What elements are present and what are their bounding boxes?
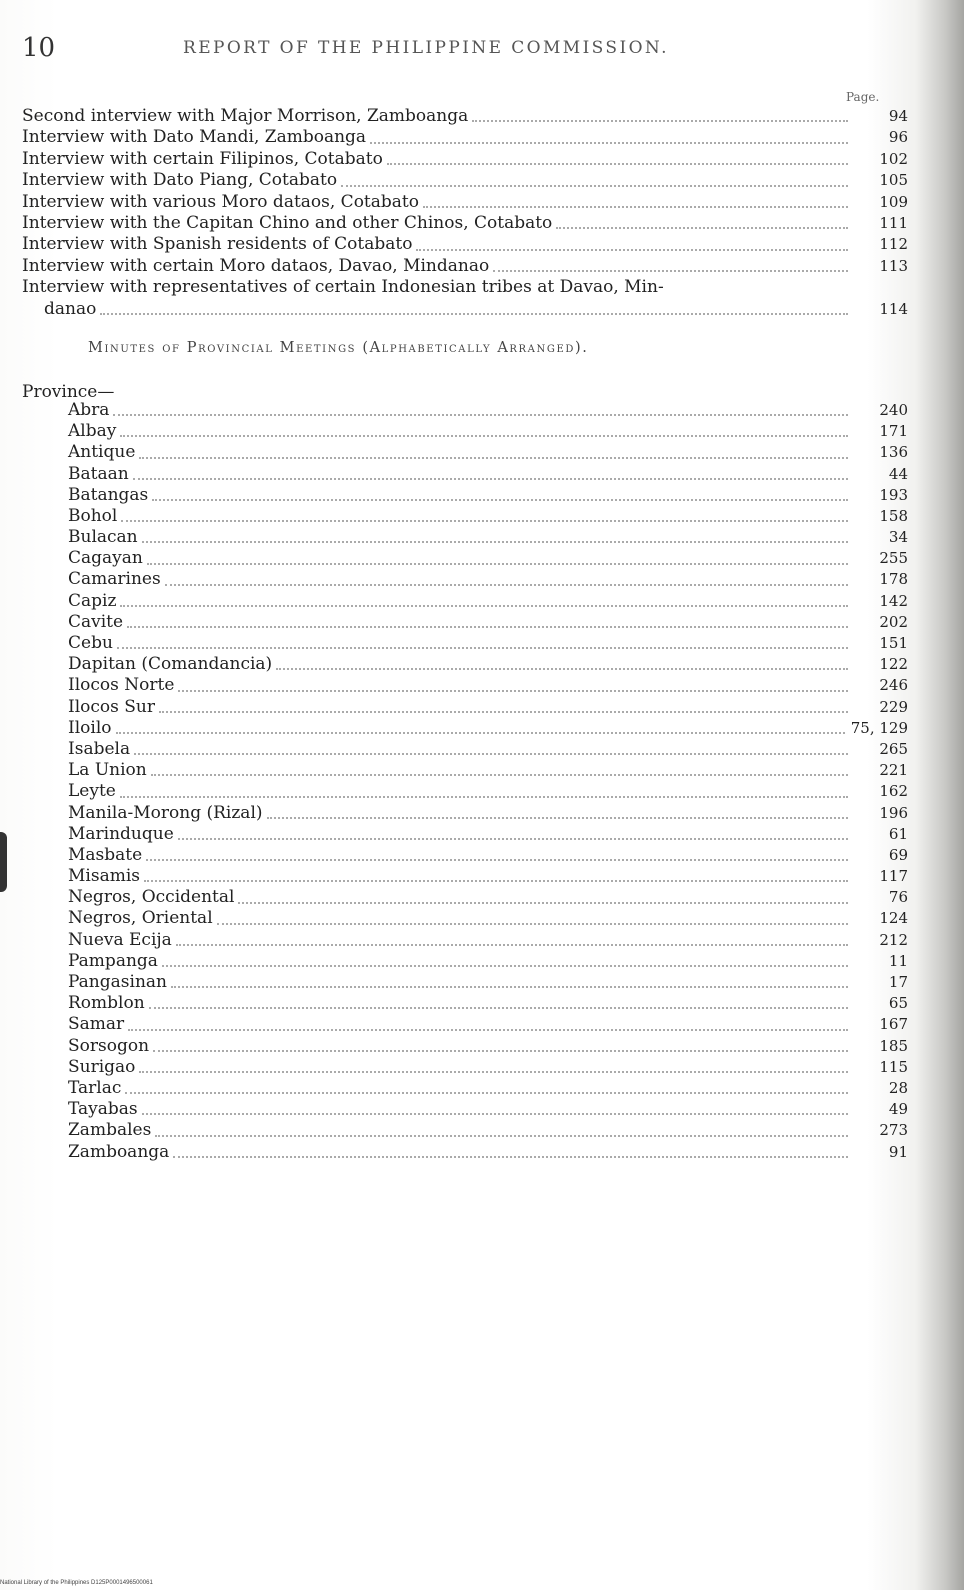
toc-entry-text: Leyte — [68, 781, 116, 802]
toc-entry-page: 117 — [879, 867, 908, 886]
dot-leader — [276, 668, 848, 670]
dot-leader — [117, 647, 848, 649]
toc-entry — [68, 527, 908, 548]
toc-entry-text-line2: danao — [44, 298, 97, 319]
toc-entry-text: Romblon — [68, 993, 145, 1014]
toc-entry-text: Pampanga — [68, 950, 158, 971]
toc-entry — [68, 633, 908, 654]
toc-entry — [22, 149, 908, 170]
scan-footer: National Library of the Philippines D125P0001496500061 — [0, 1580, 153, 1586]
toc-entry-text: Interview with certain Filipinos, Cotabato — [22, 148, 383, 169]
toc-entry — [68, 1057, 908, 1078]
province-list — [68, 400, 908, 1163]
toc-entry — [22, 192, 908, 213]
toc-entry-text: Bataan — [68, 463, 129, 484]
toc-entry-page: 28 — [888, 1078, 908, 1097]
toc-entry-text: La Union — [68, 760, 147, 781]
dot-leader — [217, 923, 848, 925]
toc-entry-text: Bulacan — [68, 527, 138, 548]
toc-entry-page: 178 — [879, 570, 908, 589]
toc-entry-page: 162 — [879, 782, 908, 801]
dot-leader — [155, 1135, 848, 1137]
toc-entry-page: 69 — [888, 845, 908, 864]
toc-entry-text: Manila-Morong (Rizal) — [68, 802, 263, 823]
toc-entry-text: Dapitan (Comandancia) — [68, 654, 273, 675]
toc-entry — [68, 570, 908, 591]
dot-leader — [139, 1071, 848, 1073]
toc-entry — [68, 951, 908, 972]
toc-entry-page: 124 — [879, 909, 908, 928]
toc-entry-text: Interview with Dato Piang, Cotabato — [22, 170, 338, 191]
dot-leader — [387, 163, 848, 165]
toc-entry-page: 61 — [888, 824, 908, 843]
dot-leader — [146, 859, 848, 861]
toc-entry — [68, 675, 908, 696]
toc-entry — [68, 442, 908, 463]
toc-entry — [68, 1078, 908, 1099]
toc-entry-page: 109 — [879, 192, 908, 211]
toc-entry-text: Pangasinan — [68, 972, 167, 993]
scan-edge-mark — [0, 832, 7, 892]
toc-entry-page: 65 — [888, 994, 908, 1013]
dot-leader — [144, 880, 848, 882]
page-column-label: Page. — [846, 90, 880, 104]
toc-entry-page: 112 — [879, 235, 908, 254]
toc-entry-page: 111 — [879, 213, 908, 232]
dot-leader — [147, 563, 848, 565]
toc-entry-page: 196 — [879, 803, 908, 822]
dot-leader — [176, 944, 848, 946]
toc-entry-page: 49 — [888, 1100, 908, 1119]
toc-entry-page: 158 — [879, 506, 908, 525]
dot-leader — [116, 732, 845, 734]
toc-entry — [22, 170, 908, 191]
province-label: Province— — [22, 382, 115, 402]
toc-entry — [68, 909, 908, 930]
toc-entry-page: 212 — [879, 930, 908, 949]
dot-leader — [152, 499, 848, 501]
toc-entry — [68, 1036, 908, 1057]
toc-entry — [68, 803, 908, 824]
toc-entry — [68, 591, 908, 612]
toc-entry — [68, 781, 908, 802]
toc-entry-text: Interview with Dato Mandi, Zamboanga — [22, 127, 367, 148]
running-head: REPORT OF THE PHILIPPINE COMMISSION. — [183, 38, 669, 58]
toc-entry-page: 122 — [879, 655, 908, 674]
toc-entry-page: 115 — [879, 1057, 908, 1076]
toc-entry-text: Camarines — [68, 569, 161, 590]
dot-leader — [165, 584, 848, 586]
dot-leader — [133, 478, 848, 480]
toc-entry — [68, 887, 908, 908]
dot-leader — [171, 986, 848, 988]
toc-entry-page: 75, 129 — [850, 718, 908, 737]
dot-leader — [178, 838, 848, 840]
toc-entry-text: Interview with certain Moro dataos, Davao, Mindanao — [22, 255, 490, 276]
toc-entry-page: 193 — [879, 485, 908, 504]
toc-entry-text: Tarlac — [68, 1077, 122, 1098]
dot-leader — [162, 965, 848, 967]
toc-entry — [68, 506, 908, 527]
toc-entry-text: Batangas — [68, 484, 149, 505]
toc-entry-page: 202 — [879, 612, 908, 631]
toc-entry-text: Interview with the Capitan Chino and other Chinos, Cotabato — [22, 212, 553, 233]
dot-leader — [139, 457, 848, 459]
toc-entry — [68, 760, 908, 781]
dot-leader — [151, 774, 848, 776]
page-number: 10 — [22, 33, 56, 63]
toc-entry-wrapped — [22, 277, 908, 320]
toc-entry — [68, 400, 908, 421]
dot-leader — [128, 1029, 848, 1031]
dot-leader — [142, 1113, 848, 1115]
toc-entry — [22, 256, 908, 277]
toc-entry — [68, 972, 908, 993]
toc-entry-text: Zambales — [68, 1120, 152, 1141]
dot-leader — [472, 120, 848, 122]
toc-entry — [68, 718, 908, 739]
toc-entry-text: Cagayan — [68, 548, 143, 569]
toc-entry — [22, 127, 908, 148]
toc-entry-page: 96 — [888, 128, 908, 147]
toc-entry-page: 136 — [879, 443, 908, 462]
toc-entry-text: Cebu — [68, 633, 113, 654]
toc-entry-text-line1: Interview with representatives of certain Indonesian tribes at Davao, Min- — [22, 277, 664, 298]
toc-entry — [68, 739, 908, 760]
dot-leader — [120, 605, 848, 607]
toc-entry — [68, 1142, 908, 1163]
dot-leader — [423, 206, 848, 208]
toc-entry — [68, 1099, 908, 1120]
dot-leader — [341, 185, 848, 187]
toc-entry-page: 94 — [888, 106, 908, 125]
toc-entry-page: 34 — [888, 528, 908, 547]
toc-entry-page: 240 — [879, 400, 908, 419]
toc-entry — [68, 1014, 908, 1035]
toc-entry-page: 142 — [879, 591, 908, 610]
toc-entry — [68, 485, 908, 506]
toc-entry-page: 113 — [879, 256, 908, 275]
dot-leader — [127, 626, 848, 628]
toc-entry-page: 255 — [879, 549, 908, 568]
toc-entry — [68, 612, 908, 633]
toc-entry-text: Sorsogon — [68, 1035, 150, 1056]
dot-leader — [142, 541, 848, 543]
toc-entry-text: Antique — [68, 442, 136, 463]
toc-entry-text: Capiz — [68, 590, 117, 611]
dot-leader — [121, 520, 848, 522]
toc-entry-text: Abra — [68, 399, 110, 420]
toc-entry-text: Ilocos Sur — [68, 696, 155, 717]
dot-leader — [149, 1007, 848, 1009]
toc-entry-text: Cavite — [68, 611, 124, 632]
dot-leader — [134, 753, 848, 755]
toc-entry — [68, 464, 908, 485]
toc-entry — [68, 824, 908, 845]
interview-list — [22, 106, 908, 320]
toc-entry-text: Samar — [68, 1014, 125, 1035]
toc-entry-page: 171 — [879, 422, 908, 441]
toc-entry-page: 44 — [888, 464, 908, 483]
toc-entry-text: Tayabas — [68, 1099, 138, 1120]
dot-leader — [125, 1092, 848, 1094]
toc-entry — [68, 1120, 908, 1141]
toc-entry — [22, 234, 908, 255]
toc-entry-page: 11 — [888, 951, 908, 970]
dot-leader — [238, 902, 848, 904]
toc-entry-page: 273 — [879, 1121, 908, 1140]
toc-entry — [68, 930, 908, 951]
toc-entry-page: 102 — [879, 149, 908, 168]
toc-entry-page: 221 — [879, 761, 908, 780]
toc-entry — [68, 654, 908, 675]
section-heading: Minutes of Provincial Meetings (Alphabetically Arranged). — [88, 340, 589, 356]
dot-leader — [370, 142, 848, 144]
dot-leader — [267, 817, 848, 819]
toc-entry — [22, 106, 908, 127]
toc-entry-page: 167 — [879, 1015, 908, 1034]
toc-entry-page: 185 — [879, 1036, 908, 1055]
toc-entry — [68, 845, 908, 866]
toc-entry-text: Negros, Oriental — [68, 908, 213, 929]
dot-leader — [113, 414, 848, 416]
dot-leader — [173, 1156, 848, 1158]
toc-entry-page: 91 — [888, 1142, 908, 1161]
toc-entry — [68, 993, 908, 1014]
toc-entry-page: 229 — [879, 697, 908, 716]
toc-entry-page: 17 — [888, 973, 908, 992]
toc-entry-text: Second interview with Major Morrison, Zamboanga — [22, 105, 469, 126]
toc-entry-text: Iloilo — [68, 717, 112, 738]
dot-leader — [416, 249, 848, 251]
toc-entry-page: 151 — [879, 634, 908, 653]
toc-entry-text: Misamis — [68, 866, 140, 887]
toc-entry-text: Zamboanga — [68, 1141, 170, 1162]
toc-entry-page: 76 — [888, 888, 908, 907]
toc-entry-text: Interview with various Moro dataos, Cotabato — [22, 191, 419, 212]
toc-entry-text: Negros, Occidental — [68, 887, 235, 908]
toc-entry-page: 114 — [879, 299, 908, 318]
toc-entry-text: Albay — [68, 421, 117, 442]
dot-leader — [493, 270, 848, 272]
dot-leader — [556, 227, 848, 229]
toc-entry — [22, 213, 908, 234]
dot-leader — [178, 690, 848, 692]
toc-entry — [68, 697, 908, 718]
toc-entry-text: Marinduque — [68, 823, 174, 844]
toc-entry-text: Nueva Ecija — [68, 929, 172, 950]
toc-entry-text: Interview with Spanish residents of Cotabato — [22, 234, 413, 255]
toc-entry-page: 265 — [879, 739, 908, 758]
dot-leader — [153, 1050, 848, 1052]
toc-entry-text: Masbate — [68, 844, 143, 865]
toc-entry — [68, 866, 908, 887]
dot-leader — [100, 313, 848, 315]
toc-entry-page: 105 — [879, 171, 908, 190]
toc-entry — [68, 421, 908, 442]
dot-leader — [120, 435, 848, 437]
dot-leader — [159, 711, 848, 713]
toc-entry-text: Surigao — [68, 1056, 136, 1077]
toc-entry-page: 246 — [879, 676, 908, 695]
toc-entry-text: Ilocos Norte — [68, 675, 175, 696]
dot-leader — [120, 796, 848, 798]
toc-entry-text: Isabela — [68, 738, 131, 759]
toc-entry — [68, 548, 908, 569]
toc-entry-text: Bohol — [68, 505, 118, 526]
